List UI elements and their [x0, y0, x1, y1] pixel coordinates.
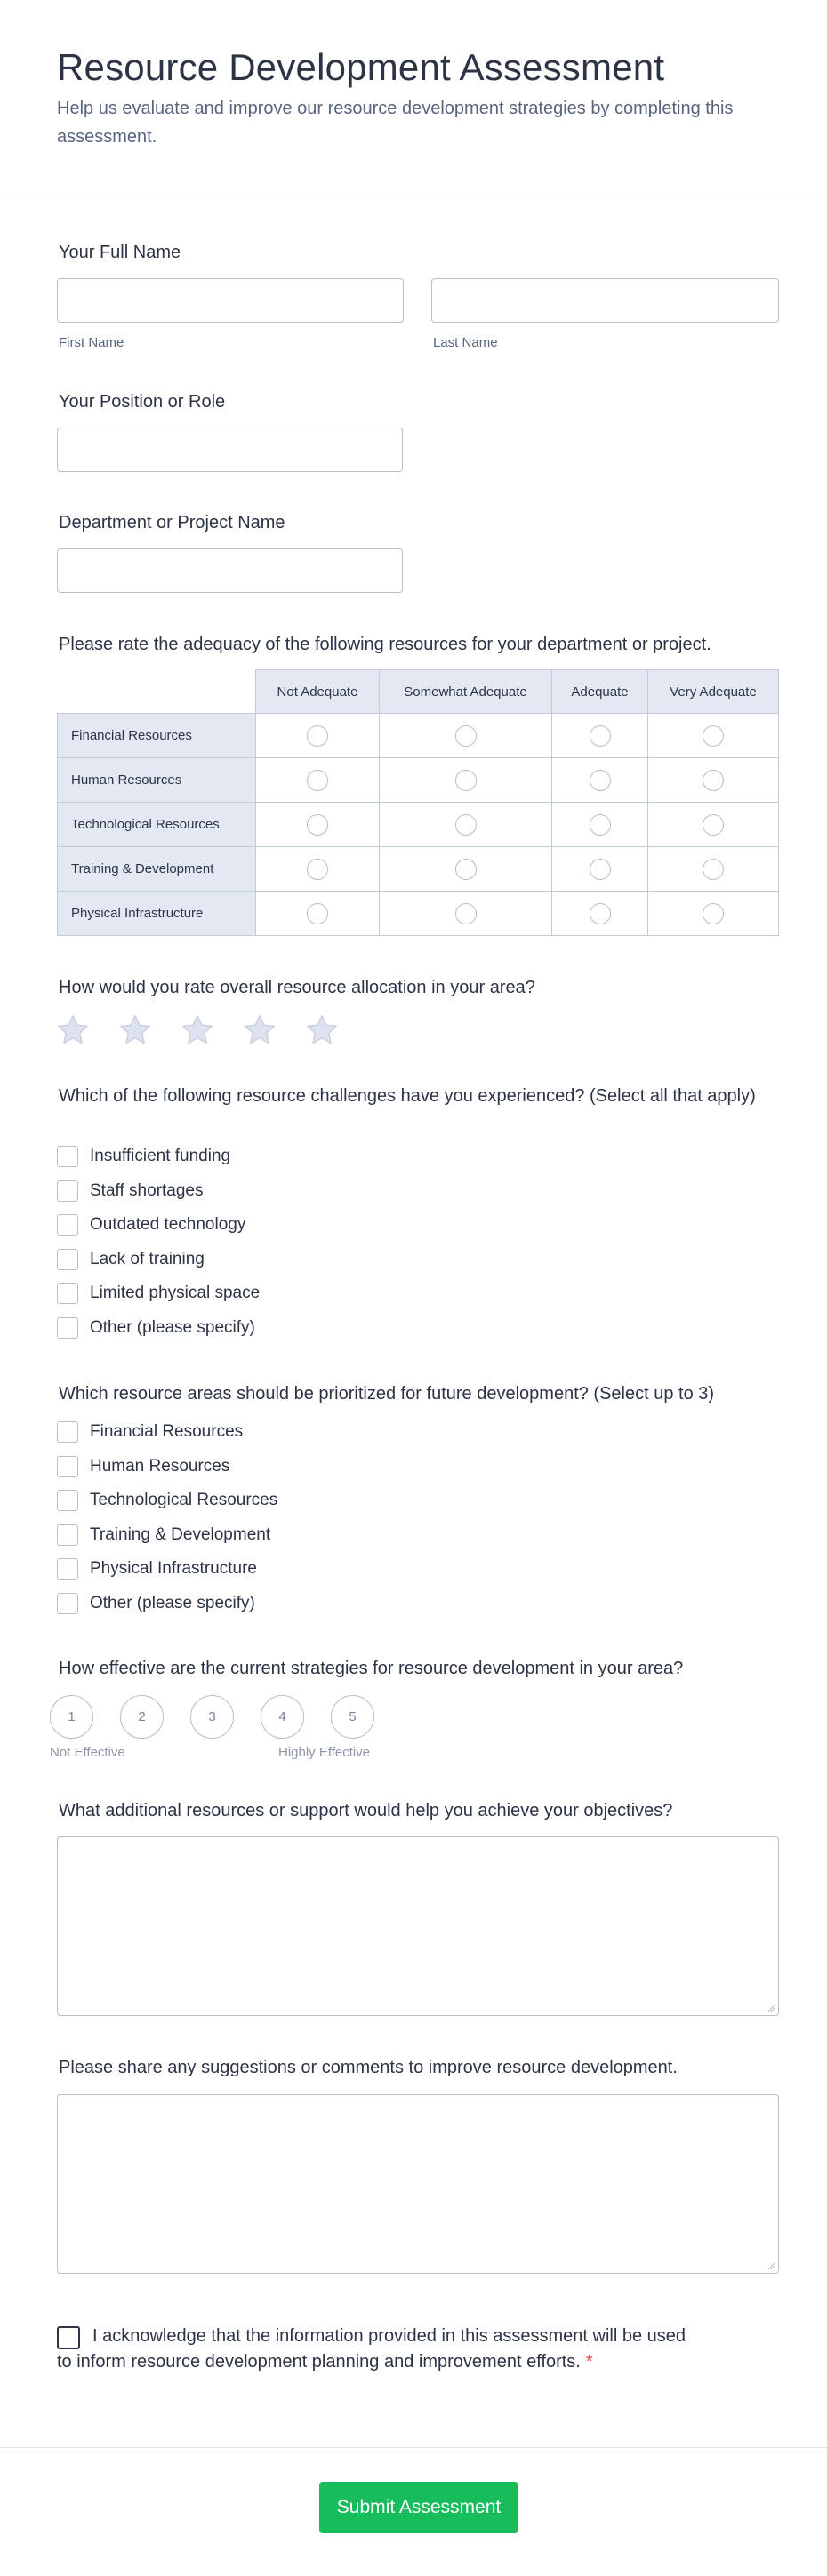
checkbox[interactable] [57, 1558, 78, 1580]
position-label: Your Position or Role [59, 392, 226, 412]
scale-high-label: Highly Effective [278, 1745, 371, 1760]
star-icon[interactable] [180, 1012, 215, 1048]
suggestions-question-label: Please share any suggestions or comments to improve resource development. [59, 2058, 678, 2077]
checkbox-option[interactable] [57, 1311, 260, 1346]
checkbox-option[interactable] [57, 1552, 277, 1587]
scale-option[interactable]: 5 [331, 1695, 374, 1739]
checkbox[interactable] [57, 1593, 78, 1614]
matrix-radio[interactable] [307, 859, 328, 880]
checkbox-option[interactable] [57, 1450, 277, 1484]
checkbox[interactable] [57, 1249, 78, 1270]
scale-option[interactable]: 1 [50, 1695, 93, 1739]
matrix-radio[interactable] [307, 903, 328, 924]
first-name-input[interactable] [57, 278, 404, 323]
checkbox-option[interactable] [57, 1518, 277, 1553]
checkbox-label: Limited physical space [90, 1284, 261, 1303]
star-icon[interactable] [55, 1012, 91, 1048]
matrix-row-header: Human Resources [58, 758, 256, 803]
matrix-row-header: Training & Development [58, 847, 256, 892]
page-title: Resource Development Assessment [57, 46, 665, 88]
star-icon[interactable] [117, 1012, 153, 1048]
last-name-input[interactable] [431, 278, 779, 323]
challenges-question-label: Which of the following resource challenges have you experienced? (Select all that apply) [59, 1086, 756, 1106]
last-name-sublabel: Last Name [433, 335, 498, 350]
matrix-radio[interactable] [703, 725, 724, 747]
checkbox-label: Lack of training [90, 1249, 205, 1268]
matrix-row-header: Physical Infrastructure [58, 892, 256, 936]
checkbox-option[interactable] [57, 1174, 260, 1209]
checkbox[interactable] [57, 1524, 78, 1546]
department-label: Department or Project Name [59, 513, 285, 532]
checkbox[interactable] [57, 1317, 78, 1339]
matrix-radio[interactable] [703, 770, 724, 791]
additional-question-label: What additional resources or support would help you achieve your objectives? [59, 1801, 673, 1820]
checkbox-option[interactable] [57, 1276, 260, 1311]
checkbox-label: Financial Resources [90, 1422, 244, 1442]
checkbox-label: Technological Resources [90, 1491, 278, 1510]
checkbox-label: Physical Infrastructure [90, 1559, 257, 1579]
effectiveness-scale [50, 1695, 374, 1739]
scale-option[interactable]: 3 [190, 1695, 234, 1739]
checkbox[interactable] [57, 1421, 78, 1443]
matrix-radio[interactable] [590, 903, 611, 924]
matrix-row-header: Technological Resources [58, 803, 256, 847]
matrix-col-header: Adequate [552, 670, 648, 714]
star-icon[interactable] [242, 1012, 277, 1048]
matrix-question-label: Please rate the adequacy of the following resources for your department or project. [59, 635, 711, 654]
checkbox-label: Human Resources [90, 1456, 230, 1476]
matrix-radio[interactable] [703, 903, 724, 924]
matrix-radio[interactable] [590, 859, 611, 880]
first-name-sublabel: First Name [59, 335, 124, 350]
priorities-question-label: Which resource areas should be prioritized for future development? (Select up to 3) [59, 1384, 715, 1404]
matrix-col-header: Somewhat Adequate [380, 670, 552, 714]
matrix-row-header: Financial Resources [58, 714, 256, 758]
checkbox-option[interactable] [57, 1587, 277, 1621]
checkbox-label: Staff shortages [90, 1180, 204, 1200]
suggestions-textarea[interactable] [57, 2094, 779, 2274]
checkbox[interactable] [57, 1180, 78, 1202]
matrix-corner [58, 670, 256, 714]
matrix-radio[interactable] [307, 770, 328, 791]
submit-button[interactable]: Submit Assessment [319, 2482, 518, 2533]
checkbox[interactable] [57, 1214, 78, 1236]
checkbox-option[interactable] [57, 1243, 260, 1277]
form-header [0, 0, 827, 196]
acknowledge-text: I acknowledge that the information provided in this assessment will be used to inform resource development planning and improvement efforts. [57, 2326, 686, 2372]
rating-question-label: How would you rate overall resource allocation in your area? [59, 978, 535, 997]
checkbox[interactable] [57, 1283, 78, 1304]
star-icon[interactable] [304, 1012, 340, 1048]
matrix-radio[interactable] [455, 725, 477, 747]
scale-option[interactable]: 2 [120, 1695, 164, 1739]
scale-low-label: Not Effective [50, 1745, 125, 1760]
matrix-radio[interactable] [455, 859, 477, 880]
position-input[interactable] [57, 428, 403, 472]
matrix-radio[interactable] [590, 814, 611, 836]
matrix-radio[interactable] [703, 814, 724, 836]
matrix-radio[interactable] [590, 725, 611, 747]
checkbox-label: Other (please specify) [90, 1317, 255, 1337]
footer-divider [0, 2447, 827, 2448]
resize-grip-icon[interactable] [767, 2261, 775, 2270]
checkbox-label: Training & Development [90, 1524, 271, 1544]
checkbox-option[interactable] [57, 1415, 277, 1450]
checkbox-label: Other (please specify) [90, 1593, 255, 1612]
checkbox-option[interactable] [57, 1208, 260, 1243]
matrix-radio[interactable] [703, 859, 724, 880]
matrix-radio[interactable] [307, 814, 328, 836]
matrix-radio[interactable] [590, 770, 611, 791]
matrix-radio[interactable] [455, 903, 477, 924]
checkbox-label: Outdated technology [90, 1215, 246, 1235]
matrix-col-header: Not Adequate [256, 670, 380, 714]
acknowledge-text-wrap [57, 2324, 697, 2375]
additional-textarea[interactable] [57, 1836, 779, 2016]
matrix-radio[interactable] [307, 725, 328, 747]
department-input[interactable] [57, 548, 403, 593]
adequacy-matrix [57, 669, 779, 936]
full-name-label: Your Full Name [59, 243, 181, 262]
challenges-checklist [57, 1140, 260, 1345]
matrix-col-header: Very Adequate [648, 670, 779, 714]
required-marker: * [585, 2352, 593, 2372]
checkbox-option[interactable] [57, 1140, 260, 1174]
matrix-radio[interactable] [455, 770, 477, 791]
resize-grip-icon[interactable] [767, 2004, 775, 2012]
priorities-checklist [57, 1415, 277, 1620]
checkbox[interactable] [57, 1456, 78, 1477]
checkbox-option[interactable] [57, 1484, 277, 1518]
page-subtitle: Help us evaluate and improve our resource development strategies by completing this assessment. [57, 99, 734, 147]
star-rating [55, 1012, 340, 1048]
matrix-radio[interactable] [455, 814, 477, 836]
effectiveness-question-label: How effective are the current strategies for resource development in your area? [59, 1659, 684, 1678]
checkbox[interactable] [57, 1490, 78, 1511]
checkbox-label: Insufficient funding [90, 1147, 231, 1166]
checkbox[interactable] [57, 1146, 78, 1167]
scale-option[interactable]: 4 [261, 1695, 304, 1739]
